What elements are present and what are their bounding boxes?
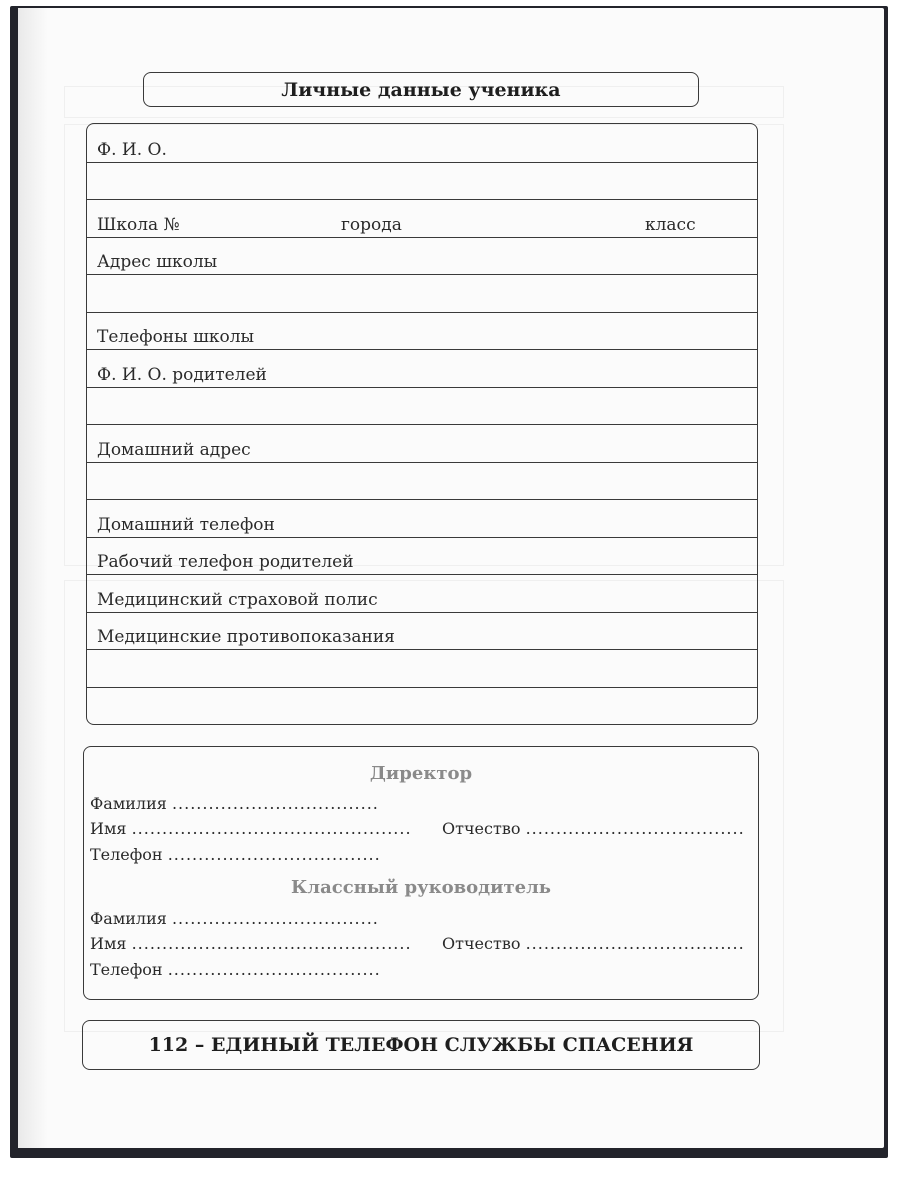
fio-row[interactable]	[87, 124, 757, 163]
director-surname-line[interactable]	[90, 794, 379, 813]
school-address-row[interactable]	[87, 237, 757, 276]
teacher-surname-label: Фамилия	[90, 909, 167, 928]
teacher-phone-label: Телефон	[90, 960, 163, 979]
class-label: класс	[645, 214, 696, 235]
row-label: Медицинские противопоказания	[97, 627, 395, 647]
medical-continuation-row[interactable]	[87, 687, 757, 725]
director-phone-label: Телефон	[90, 845, 163, 864]
teacher-patronymic-label: Отчество	[442, 934, 521, 953]
school-number-label: Школа №	[97, 214, 180, 235]
row-label: Ф. И. О.	[97, 139, 167, 160]
row-label: Медицинский страховой полис	[97, 589, 378, 610]
contacts-box	[83, 746, 759, 1000]
director-heading: Директор	[369, 763, 473, 784]
medical-contraindications-row[interactable]	[87, 612, 757, 651]
dotted-fill: ...................................	[167, 845, 381, 864]
dotted-fill: ....................................	[525, 934, 745, 953]
teacher-name-label: Имя	[90, 934, 127, 953]
home-address-row[interactable]	[87, 424, 757, 463]
parents-work-phone-row[interactable]	[87, 537, 757, 576]
director-name-label: Имя	[90, 819, 127, 838]
dotted-fill: ...................................	[167, 960, 381, 979]
row-label: Домашний телефон	[97, 514, 275, 535]
class-teacher-heading: Классный руководитель	[291, 877, 551, 898]
teacher-surname-line[interactable]	[90, 909, 379, 928]
parents-fio-continuation-row[interactable]	[87, 387, 757, 426]
fio-continuation-row[interactable]	[87, 162, 757, 201]
director-patronymic-label: Отчество	[442, 819, 521, 838]
page-gutter-shadow	[18, 8, 48, 1148]
row-label: Телефоны школы	[97, 327, 255, 347]
medical-continuation-row[interactable]	[87, 649, 757, 688]
parents-fio-row[interactable]	[87, 349, 757, 388]
dotted-fill: ....................................	[525, 819, 745, 838]
school-row[interactable]	[87, 199, 757, 238]
dotted-fill: ..................................	[171, 909, 379, 928]
teacher-name-line[interactable]	[90, 934, 412, 953]
city-label: города	[341, 214, 402, 235]
school-address-continuation-row[interactable]	[87, 274, 757, 313]
school-phones-row[interactable]	[87, 312, 757, 351]
emergency-phone-banner: 112 – ЕДИНЫЙ ТЕЛЕФОН СЛУЖБЫ СПАСЕНИЯ	[82, 1020, 760, 1070]
student-data-form	[86, 123, 758, 725]
teacher-patronymic-line[interactable]	[442, 934, 745, 953]
director-patronymic-line[interactable]	[442, 819, 745, 838]
row-label: Адрес школы	[97, 252, 218, 272]
dotted-fill: ..............................................	[131, 934, 412, 953]
director-surname-label: Фамилия	[90, 794, 167, 813]
home-address-continuation-row[interactable]	[87, 462, 757, 501]
row-label: Рабочий телефон родителей	[97, 552, 354, 572]
teacher-phone-line[interactable]	[90, 960, 381, 979]
insurance-policy-row[interactable]	[87, 574, 757, 613]
director-phone-line[interactable]	[90, 845, 381, 864]
row-label: Ф. И. О. родителей	[97, 364, 267, 385]
dotted-fill: ..................................	[171, 794, 379, 813]
page-title: Личные данные ученика	[143, 72, 699, 107]
director-name-line[interactable]	[90, 819, 412, 838]
home-phone-row[interactable]	[87, 499, 757, 538]
row-label: Домашний адрес	[97, 439, 251, 460]
dotted-fill: ..............................................	[131, 819, 412, 838]
